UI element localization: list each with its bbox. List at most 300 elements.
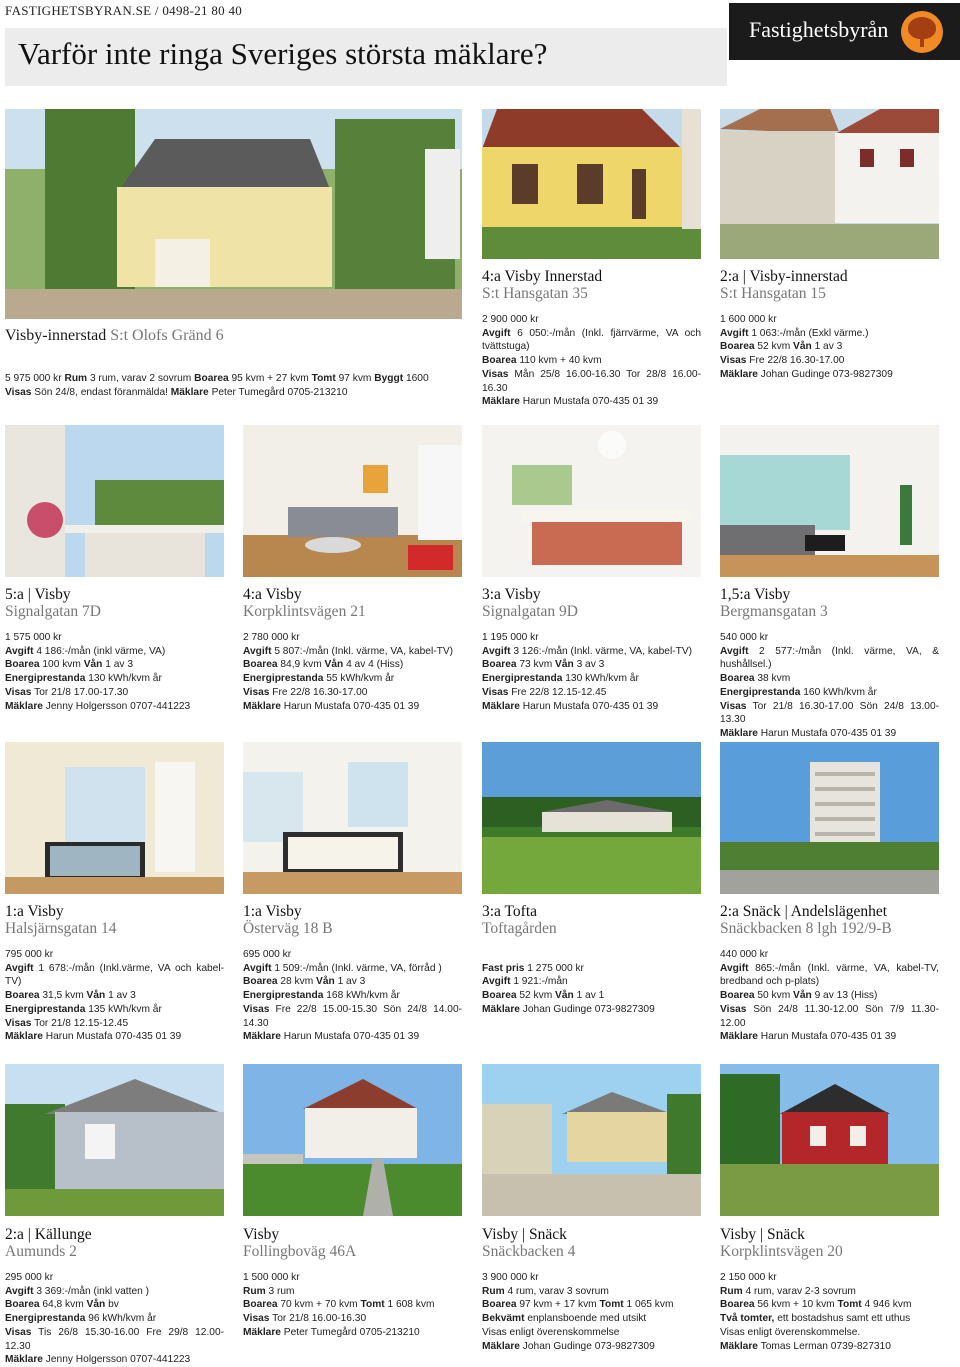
field-label: Avgift: [482, 976, 511, 988]
field-value: 1 678:-/mån (Inkl.värme, VA och kabel-TV): [5, 962, 224, 988]
photo-st-hansgatan-15: [720, 109, 939, 259]
field-value: 4 186:-/mån (inkl värme, VA): [33, 645, 166, 657]
field-label: Boarea: [720, 1299, 755, 1311]
field-value: Harun Mustafa 070-435 01 39: [519, 396, 659, 408]
detail-row: [5, 1017, 224, 1031]
detail-row: [482, 1285, 701, 1299]
field-label: Tomt: [311, 373, 336, 384]
detail-row: [243, 1030, 462, 1044]
field-value: 2 577:-/mån (Inkl. värme, VA, & hushållsel.): [720, 645, 939, 671]
field-value: bv: [105, 1299, 119, 1311]
field-label: Vån: [83, 659, 103, 671]
field-label: Energiprestanda: [5, 1003, 86, 1015]
detail-row: [482, 989, 701, 1003]
detail-row: [482, 313, 701, 327]
field-value: 84,9 kvm: [277, 659, 325, 671]
listing-card[interactable]: [243, 586, 462, 713]
field-label: Mäklare: [5, 1354, 43, 1366]
field-value: 2 150 000 kr: [720, 1272, 777, 1283]
field-label: Mäklare: [5, 700, 43, 712]
field-value: Harun Mustafa 070-435 01 39: [757, 727, 897, 739]
field-value: 130 kWh/kvm år: [85, 673, 162, 685]
detail-row: [720, 1312, 939, 1326]
field-value: 6 050:-/mån (Inkl. fjärrvärme, VA och tvättstuga): [482, 327, 701, 353]
field-value: 52 kvm: [754, 341, 794, 353]
brand-logo[interactable]: [729, 3, 960, 60]
field-label: Energiprestanda: [5, 1313, 86, 1325]
listing-card[interactable]: [5, 586, 224, 713]
photo-korpklintsvagen-21: [243, 425, 462, 577]
field-label: Avgift: [243, 645, 272, 657]
field-label: Vån: [555, 659, 574, 671]
field-label: Vån: [316, 976, 335, 988]
field-value: 3 369:-/mån (inkl vatten ): [33, 1285, 149, 1297]
field-label: Rum: [64, 373, 88, 384]
listing-details: [720, 1271, 939, 1353]
photo-snackbacken-4: [482, 1064, 701, 1216]
listing-title: Visby-innerstad S:t Olofs Gränd 6: [5, 327, 224, 344]
field-value: 440 000 kr: [720, 949, 769, 960]
field-label: Tomt: [599, 1299, 624, 1311]
hero-line-1: [5, 372, 462, 386]
field-value: Jenny Holgersson 0707-441223: [42, 1354, 191, 1366]
listing-card[interactable]: [482, 586, 701, 713]
detail-row: [5, 686, 224, 700]
detail-row: [482, 1298, 701, 1312]
field-label: Avgift: [720, 962, 749, 974]
photo-ostervag-18b: [243, 742, 462, 894]
field-label: Visas: [243, 1003, 270, 1015]
field-value: 1 av 3: [102, 659, 133, 671]
field-label: Mäklare: [720, 727, 758, 739]
field-label: Energiprestanda: [5, 673, 86, 685]
detail-row: [482, 645, 701, 659]
detail-row: [243, 1298, 462, 1312]
listing-title: 1:a Visby: [243, 903, 302, 920]
field-value: 540 000 kr: [720, 632, 769, 643]
field-label: Avgift: [243, 962, 272, 974]
photo-follingbovag-46a: [243, 1064, 462, 1216]
listing-title: Visby | Snäck: [720, 1226, 805, 1243]
field-value: Harun Mustafa 070-435 01 39: [280, 1031, 420, 1043]
field-value: 3 rum, varav 2 sovrum: [87, 373, 195, 384]
detail-row: [243, 989, 462, 1003]
field-value: Fre 22/8 16.30-17.00: [746, 355, 845, 367]
listing-title: 2:a Snäck | Andelslägenhet: [720, 903, 888, 920]
listing-details: [5, 948, 224, 1044]
field-label: Boarea: [482, 990, 517, 1002]
detail-row: [482, 658, 701, 672]
detail-row: [720, 1326, 939, 1340]
listing-title: 2:a | Källunge: [5, 1226, 92, 1243]
field-label: Avgift: [720, 327, 749, 339]
detail-row: [482, 962, 701, 976]
listing-card[interactable]: [5, 1226, 224, 1367]
field-label: Rum: [482, 1285, 505, 1297]
listing-title: 5:a | Visby: [5, 586, 71, 603]
field-label: Mäklare: [170, 386, 209, 398]
field-value: ett bostadshus samt ett uthus: [774, 1313, 911, 1325]
detail-row: [243, 1003, 462, 1030]
photo-bergmansgatan-3: [720, 425, 939, 577]
detail-row: [482, 354, 701, 368]
field-label: Visas: [482, 686, 509, 698]
field-value: 3 rum: [265, 1285, 295, 1297]
listing-details: [720, 313, 939, 382]
detail-row: [720, 1340, 939, 1354]
field-label: Avgift: [482, 645, 511, 657]
field-label: Boarea: [243, 659, 278, 671]
detail-row: [482, 1312, 701, 1326]
listing-card[interactable]: [720, 268, 939, 382]
detail-row: [243, 948, 462, 962]
detail-row: [5, 1285, 224, 1299]
detail-row: [243, 1326, 462, 1340]
listing-address: Bergmansgatan 3: [720, 603, 828, 620]
listing-address: Halsjärnsgatan 14: [5, 920, 117, 937]
field-value: 96 kWh/kvm år: [85, 1313, 157, 1325]
field-value: 64,8 kvm: [39, 1299, 87, 1311]
field-value: 55 kWh/kvm år: [323, 673, 395, 685]
field-value: 160 kWh/kvm år: [800, 686, 877, 698]
field-value: 1 av 3: [105, 990, 136, 1002]
listing-title: 3:a Visby: [482, 586, 541, 603]
field-value: 1 063:-/mån (Exkl värme.): [748, 327, 869, 339]
field-value: 50 kvm: [754, 990, 794, 1002]
field-value: 52 kvm: [516, 990, 556, 1002]
detail-row: [243, 631, 462, 645]
detail-row: [482, 1340, 701, 1354]
field-value: 2 780 000 kr: [243, 632, 300, 643]
detail-row: [243, 700, 462, 714]
field-label: Vån: [793, 990, 812, 1002]
field-value: 1 921:-/mån: [510, 976, 568, 988]
photo-signalgatan-9d: [482, 425, 701, 577]
detail-row: [482, 1326, 701, 1340]
field-label: Boarea: [720, 673, 755, 685]
detail-row: [482, 327, 701, 354]
listing-details: [5, 372, 462, 399]
listing-details: [5, 1271, 224, 1367]
listing-title: 1:a Visby: [5, 903, 64, 920]
detail-row: [720, 368, 939, 382]
field-value: 1 av 3: [811, 341, 843, 353]
field-label: Visas: [5, 386, 32, 398]
field-label: Vån: [324, 659, 344, 671]
field-value: Tis 26/8 15.30-16.00 Fre 29/8 12.00-12.30: [5, 1326, 224, 1352]
field-label: Boarea: [243, 976, 278, 988]
listing-card[interactable]: [243, 903, 462, 1044]
field-value: 3 900 000 kr: [482, 1272, 539, 1283]
field-label: Boarea: [243, 1299, 278, 1311]
listing-details: [243, 1271, 462, 1340]
field-label: Visas: [720, 355, 747, 367]
detail-row: [482, 948, 701, 962]
field-label: Byggt: [374, 373, 404, 384]
field-label: Avgift: [482, 327, 511, 339]
field-label: Boarea: [5, 990, 40, 1002]
detail-row: [5, 700, 224, 714]
field-value: 73 kvm: [516, 659, 556, 671]
field-value: Visas enligt överenskommelse: [482, 1326, 620, 1338]
detail-row: [243, 962, 462, 976]
field-value: Sön 24/8 11.30-12.00 Sön 7/9 11.30-12.00: [720, 1003, 939, 1029]
listing-card[interactable]: [243, 1226, 462, 1340]
detail-row: [5, 989, 224, 1003]
detail-row: [5, 645, 224, 659]
listing-address: Österväg 18 B: [243, 920, 333, 937]
field-label: Boarea: [720, 990, 755, 1002]
field-value: 31,5 kvm: [39, 990, 87, 1002]
detail-row: [482, 975, 701, 989]
detail-row: [482, 368, 701, 395]
contact-line: FASTIGHETSBYRAN.SE / 0498-21 80 40: [5, 3, 243, 18]
field-label: Visas: [720, 700, 747, 712]
field-value: Fre 22/8 16.30-17.00: [269, 686, 368, 698]
field-label: Vån: [793, 341, 812, 353]
listing-details: [482, 948, 701, 1017]
detail-row: [243, 1285, 462, 1299]
listing-details: [482, 631, 701, 713]
detail-row: [243, 975, 462, 989]
field-label: Boarea: [194, 373, 229, 384]
listing-card[interactable]: [482, 903, 701, 1017]
field-value: 130 kWh/kvm år: [562, 673, 639, 685]
detail-row: [720, 1003, 939, 1030]
listing-title: Visby | Snäck: [482, 1226, 567, 1243]
listing-address: Snäckbacken 8 lgh 192/9-B: [720, 920, 892, 937]
detail-row: [720, 700, 939, 727]
listing-details: [243, 631, 462, 713]
listing-title: Visby: [243, 1226, 280, 1243]
listing-card[interactable]: [720, 586, 939, 741]
detail-row: [720, 672, 939, 686]
detail-row: [243, 672, 462, 686]
field-value: enplansboende med utsikt: [524, 1313, 647, 1325]
field-value: 100 kvm: [39, 659, 84, 671]
field-label: Vån: [555, 990, 574, 1002]
listing-details: [482, 1271, 701, 1353]
field-label: Visas: [243, 686, 270, 698]
field-value: 70 kvm + 70 kvm: [277, 1299, 361, 1311]
field-label: Vån: [86, 990, 106, 1002]
listing-title: 2:a | Visby-innerstad: [720, 268, 848, 285]
detail-row: [720, 948, 939, 962]
field-label: Visas: [5, 1017, 32, 1029]
detail-row: [5, 1326, 224, 1353]
field-value: 1 065 kvm: [623, 1299, 674, 1311]
detail-row: [5, 1030, 224, 1044]
detail-row: [482, 672, 701, 686]
listing-card[interactable]: [720, 1226, 939, 1353]
field-label: Boarea: [482, 355, 517, 367]
detail-row: [482, 686, 701, 700]
field-value: 4 av 4 (Hiss): [343, 659, 404, 671]
detail-row: [5, 1298, 224, 1312]
detail-row: [243, 1271, 462, 1285]
page-headline: Varför inte ringa Sveriges största mäklare?: [18, 36, 548, 71]
detail-row: [243, 658, 462, 672]
detail-row: [720, 1285, 939, 1299]
detail-row: [720, 327, 939, 341]
field-value: Fre 22/8 12.15-12.45: [508, 686, 607, 698]
field-value: Tor 21/8 16.00-16.30: [269, 1313, 367, 1325]
field-value: Sön 24/8, endast föranmälda!: [31, 386, 171, 398]
field-label: Rum: [243, 1285, 266, 1297]
detail-row: [243, 1312, 462, 1326]
field-value: 38 kvm: [754, 673, 791, 685]
listing-address: S:t Hansgatan 35: [482, 285, 588, 302]
field-value: 695 000 kr: [243, 949, 292, 960]
field-value: 9 av 13 (Hiss): [811, 990, 878, 1002]
field-value: 4 rum, varav 3 sovrum: [504, 1285, 609, 1297]
field-value: Visas enligt överenskommelse.: [720, 1326, 861, 1338]
detail-row: [720, 1271, 939, 1285]
field-label: Avgift: [5, 645, 34, 657]
field-value: 4 rum, varav 2-3 sovrum: [742, 1285, 856, 1297]
field-value: Harun Mustafa 070-435 01 39: [42, 1031, 182, 1043]
detail-row: [5, 658, 224, 672]
detail-row: [720, 727, 939, 741]
field-value: 168 kWh/kvm år: [323, 990, 400, 1002]
field-value: 5 807:-/mån (Inkl. värme, VA, kabel-TV): [271, 645, 454, 657]
field-label: Rum: [720, 1285, 743, 1297]
tree-logo-icon: [901, 11, 943, 53]
field-label: Boarea: [5, 659, 40, 671]
field-value: Peter Tumegård 0705-213210: [208, 386, 348, 398]
listing-card[interactable]: [5, 903, 224, 1044]
field-label: Avgift: [720, 645, 749, 657]
field-value: 1 575 000 kr: [5, 632, 62, 643]
detail-row: [720, 354, 939, 368]
detail-row: [5, 948, 224, 962]
listing-details: [243, 948, 462, 1044]
detail-row: [720, 313, 939, 327]
field-value: Harun Mustafa 070-435 01 39: [280, 700, 420, 712]
listing-card[interactable]: [482, 268, 701, 409]
listing-details: [5, 631, 224, 713]
field-label: Boarea: [5, 1299, 40, 1311]
detail-row: [243, 645, 462, 659]
listing-details: [720, 631, 939, 741]
detail-row: [5, 1312, 224, 1326]
photo-snackbacken-8: [720, 742, 939, 894]
field-value: Fre 22/8 15.00-15.30 Sön 24/8 14.00-14.30: [243, 1003, 462, 1029]
field-label: Energiprestanda: [243, 673, 324, 685]
listing-address: Follingboväg 46A: [243, 1243, 357, 1260]
field-label: Avgift: [5, 1285, 34, 1297]
field-label: Boarea: [482, 659, 517, 671]
field-label: Visas: [5, 1326, 32, 1338]
field-value: 97 kvm: [335, 373, 375, 384]
field-label: Avgift: [5, 962, 34, 974]
field-label: Tomt: [837, 1299, 862, 1311]
field-value: 1 600 000 kr: [720, 314, 777, 325]
field-value: Tor 21/8 17.00-17.30: [31, 686, 129, 698]
field-value: 95 kvm + 27 kvm: [228, 373, 312, 384]
detail-row: [482, 395, 701, 409]
listing-title: 4:a Visby Innerstad: [482, 268, 603, 285]
field-label: Boarea: [720, 341, 755, 353]
field-label: Visas: [243, 1313, 270, 1325]
field-value: 1 509:-/mån (Inkl. värme, VA, förråd ): [271, 962, 442, 974]
field-value: 3 av 3: [573, 659, 605, 671]
field-label: Mäklare: [482, 1340, 520, 1352]
listing-address: Signalgatan 9D: [482, 603, 578, 620]
listing-card[interactable]: [482, 1226, 701, 1353]
photo-st-olofs-grand: [5, 109, 462, 319]
field-label: Mäklare: [720, 1031, 758, 1043]
listing-address: Aumunds 2: [5, 1243, 77, 1260]
listing-address: S:t Hansgatan 15: [720, 285, 826, 302]
field-value: 795 000 kr: [5, 949, 54, 960]
logo-wordmark: Fastighetsbyrån: [749, 17, 889, 42]
field-label: Mäklare: [720, 368, 758, 380]
field-value: 1600: [403, 373, 429, 384]
field-value: Harun Mustafa 070-435 01 39: [757, 1031, 897, 1043]
detail-row: [482, 631, 701, 645]
field-value: 865:-/mån (Inkl. värme, VA, kabel-TV, bredband och p-plats): [720, 962, 939, 988]
detail-row: [5, 672, 224, 686]
field-label: Mäklare: [5, 1031, 43, 1043]
field-label: Energiprestanda: [720, 686, 801, 698]
listing-card[interactable]: [720, 903, 939, 1044]
field-value: 135 kWh/kvm år: [85, 1003, 162, 1015]
field-label: Mäklare: [720, 1340, 758, 1352]
detail-row: [720, 631, 939, 645]
field-label: Visas: [482, 368, 509, 380]
detail-row: [720, 1030, 939, 1044]
listing-address: Snäckbacken 4: [482, 1243, 576, 1260]
photo-st-hansgatan-35: [482, 109, 701, 259]
field-label: Fast pris: [482, 962, 525, 974]
field-label: Visas: [5, 686, 32, 698]
listing-address: Toftagården: [482, 920, 557, 937]
detail-row: [720, 1298, 939, 1312]
photo-toftagarden: [482, 742, 701, 894]
listing-title: 4:a Visby: [243, 586, 302, 603]
detail-row: [5, 631, 224, 645]
photo-signalgatan-7d: [5, 425, 224, 577]
field-value: Tor 21/8 12.15-12.45: [31, 1017, 129, 1029]
detail-row: [720, 686, 939, 700]
field-label: Visas: [720, 1003, 747, 1015]
field-label: Mäklare: [243, 1326, 281, 1338]
field-label: Boarea: [482, 1299, 517, 1311]
detail-row: [720, 962, 939, 989]
field-value: Johan Gudinge 073-9827309: [519, 1340, 655, 1352]
photo-halsjarnsgatan-14: [5, 742, 224, 894]
field-value: 97 kvm + 17 kvm: [516, 1299, 600, 1311]
detail-row: [720, 645, 939, 672]
field-label: Energiprestanda: [243, 990, 324, 1002]
detail-row: [482, 1271, 701, 1285]
detail-row: [5, 1353, 224, 1367]
listing-hero[interactable]: [5, 327, 462, 399]
field-value: Jenny Holgersson 0707-441223: [42, 700, 191, 712]
hero-line-2: [5, 386, 462, 400]
field-value: Mån 25/8 16.00-16.30 Tor 28/8 16.00-16.30: [482, 368, 701, 394]
field-value: 56 kvm + 10 kvm: [754, 1299, 838, 1311]
photo-aumunds-2: [5, 1064, 224, 1216]
listing-address: Korpklintsvägen 20: [720, 1243, 843, 1260]
detail-row: [720, 340, 939, 354]
field-value: 1 av 3: [334, 976, 366, 988]
field-value: Peter Tumegård 0705-213210: [280, 1326, 420, 1338]
field-value: Harun Mustafa 070-435 01 39: [519, 700, 659, 712]
listing-address: Korpklintsvägen 21: [243, 603, 366, 620]
photo-korpklintsvagen-20: [720, 1064, 939, 1216]
